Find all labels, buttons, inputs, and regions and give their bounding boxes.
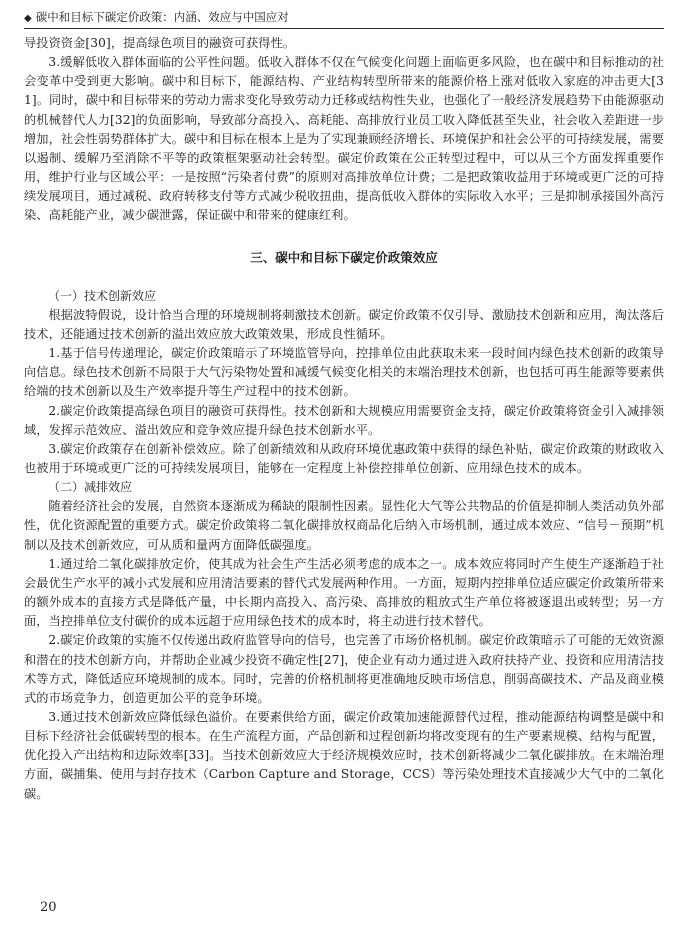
diamond-icon: ◆ [24,13,32,24]
paragraph: 3.碳定价政策存在创新补偿效应。除了创新绩效和从政府环境优惠政策中获得的绿色补贴，碳定价政策的财政收入也被用于环境或更广泛的可持续发展项目，能够在一定程度上补偿控排单位创新、应用绿色技术的成本。 [24,441,664,475]
section-title: 三、碳中和目标下碳定价政策效应 [250,249,438,265]
paragraph: 2.碳定价政策提高绿色项目的融资可获得性。技术创新和大规模应用需要资金支持，碳定价政策将资金引入减排领域，发挥示范效应、溢出效应和竞争效应提升绿色技术创新水平。 [24,403,664,437]
subsection-title: （二）减排效应 [48,480,133,495]
paragraph: 3.缓解低收入群体面临的公平性问题。低收入群体不仅在气候变化问题上面临更多风险，也在碳中和目标推动的社会变革中受到更大影响。碳中和目标下，能源结构、产业结构转型所带来的能源价格上涨对低收入家庭的冲击更大[31]。同时，碳中和目标带来的劳动力需求变化导致劳动力迁移或结构性失业，也强化了一般经济发展趋势下由能源驱动的机械替代人力[32]的负面影响，导致部分高投入、高耗能、高排放行业员工收入降低甚至失业，社会收入差距进一步增加，社会性弱势群体扩大。碳中和目标在根本上是为了实现兼顾经济增长、环境保护和社会公平的可持续发展，需要以遏制、缓解乃至消除不平等的政策框架驱动社会转型。碳定价政策在公正转型过程中，可以从三个方面发挥重要作用，维护行业与区域公平：一是按照“污染者付费”的原则对高排放单位计费；二是把政策收益用于环境或更广泛的可持续发展项目，通过减税、政府转移支付等方式减少税收扭曲，提高低收入群体的实际收入水平；三是抑制承接国外高污染、高耗能产业，减少碳泄露，保证碳中和带来的健康红利。 [24,55,664,223]
paragraph: 导投资资金[30]，提高绿色项目的融资可获得性。 [24,36,296,50]
page-body [24,34,664,804]
paragraph: 1.通过给二氧化碳排放定价，使其成为社会生产生活必须考虑的成本之一。成本效应将同时产生使生产逐渐趋于社会最优生产水平的减小式发展和应用清洁要素的替代式发展两种作用。一方面，短期内控排单位适应碳定价政策所带来的额外成本的直接方式是降低产量，中长期内高投入、高污染、高排放的粗放式生产单位将被逐退出或转型；另一方面，当控排单位支付碳价的成本远超于应用绿色技术的成本时，将主动进行技术替代。 [24,556,664,629]
paragraph: 3.通过技术创新效应降低绿色溢价。在要素供给方面，碳定价政策加速能源替代过程，推动能源结构调整是碳中和目标下经济社会低碳转型的根本。在生产流程方面，产品创新和过程创新均将改变现有的生产要素规模、结构与配置，优化投入产出结构和边际效率[33]。当技术创新效应大于经济规模效应时，技术创新将减少二氧化碳排放。在末端治理方面，碳捕集、使用与封存技术（Carbon Capture and Storage，CCS）等污染处理技术直接减少大气中的二氧化碳。 [24,710,664,801]
page-number: 20 [40,900,57,915]
paragraph: 1.基于信号传递理论，碳定价政策暗示了环境监管导向，控排单位由此获取未来一段时间内绿色技术创新的政策导向信息。绿色技术创新不局限于大气污染物处置和减缓气候变化相关的末端治理技术创新，也包括可再生能源等要素供给端的技术创新以及生产效率提升等生产过程中的技术创新。 [24,346,664,399]
paragraph: 2.碳定价政策的实施不仅传递出政府监管导向的信号，也完善了市场价格机制。碳定价政策暗示了可能的无效资源和潜在的技术创新方向，并帮助企业减少投资不确定性[27]，使企业有动力通过进入政府扶持产业、投资和应用清洁技术等方式，降低适应环境规制的成本。同时，完善的价格机制将更准确地反映市场信息，削弱高碳技术、产品及商业模式的市场竞争力，创造更加公平的竞争环境。 [24,633,664,705]
header-title: 碳中和目标下碳定价政策：内涵、效应与中国应对 [35,10,289,24]
subsection-title: （一）技术创新效应 [48,288,157,303]
paragraph: 随着经济社会的发展，自然资本逐渐成为稀缺的限制性因素。显性化大气等公共物品的价值是抑制人类活动负外部性，优化资源配置的重要方式。碳定价政策将二氧化碳排放权商品化后纳入市场机制，通过成本效应、“信号－预期”机制以及技术创新效应，可从质和量两方面降低碳强度。 [24,499,664,552]
running-header [24,6,664,29]
paragraph: 根据波特假说，设计恰当合理的环境规制将刺激技术创新。碳定价政策不仅引导、激励技术创新和应用，淘汰落后技术，还能通过技术创新的溢出效应放大政策效果，形成良性循环。 [24,307,664,341]
